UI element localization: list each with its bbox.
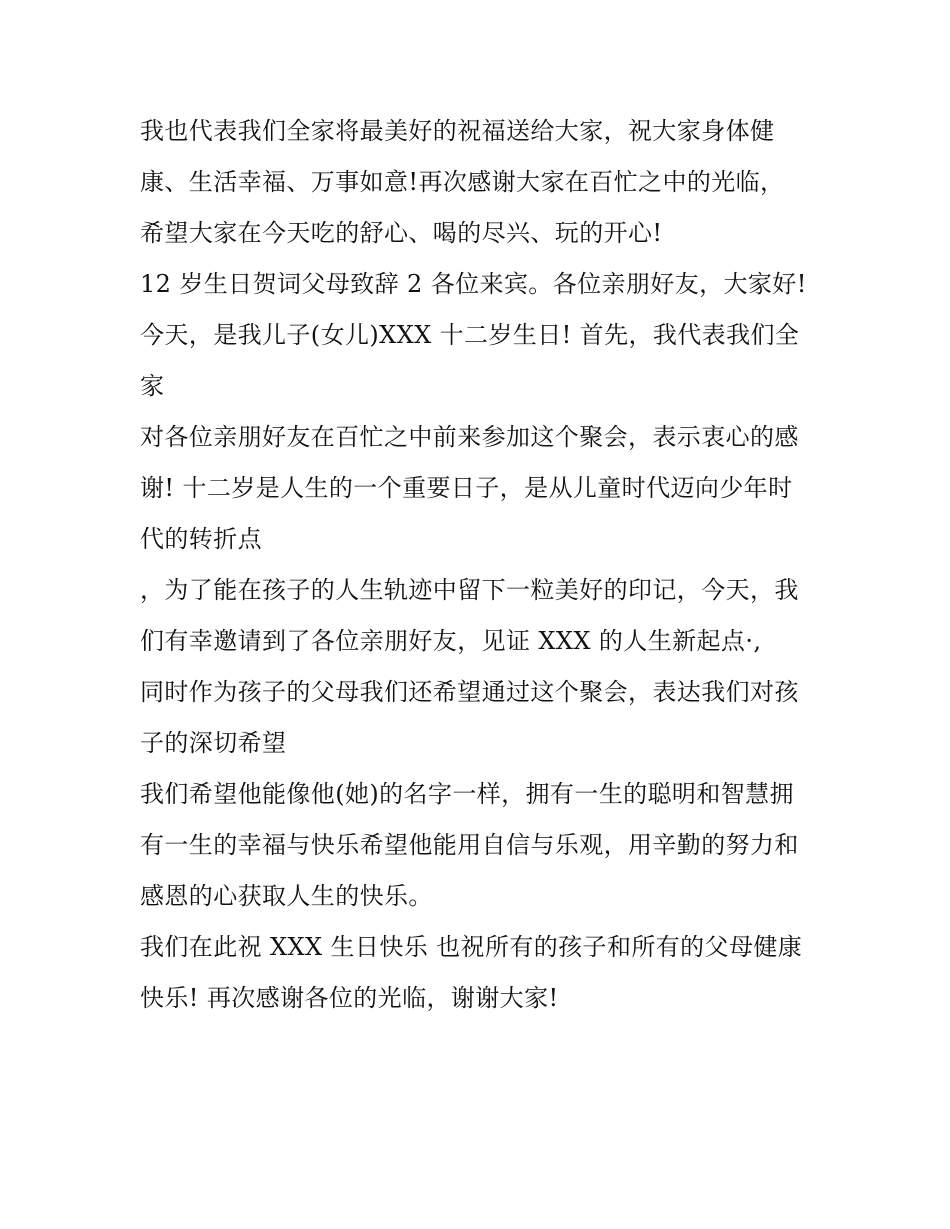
text-line: 代的转折点 <box>140 525 262 553</box>
text-line: 希望大家在今天吃的舒心、喝的尽兴、玩的开心! <box>140 219 663 247</box>
text-line: 快乐! 再次感谢各位的光临，谢谢大家! <box>140 984 559 1012</box>
text-line: 谢! 十二岁是人生的一个重要日子，是从儿童时代迈向少年时 <box>140 474 793 502</box>
document-body <box>140 106 820 1024</box>
text-line: 有一生的幸福与快乐希望他能用自信与乐观，用辛勤的努力和 <box>140 831 799 859</box>
text-line: 家 <box>140 372 165 400</box>
text-line: 我们希望他能像他(她)的名字一样，拥有一生的聪明和智慧拥 <box>140 780 794 808</box>
text-line: 感恩的心获取人生的快乐。 <box>140 882 433 910</box>
text-line: 我们在此祝 XXX 生日快乐 也祝所有的孩子和所有的父母健康 <box>140 933 803 961</box>
text-line: 同时作为孩子的父母我们还希望通过这个聚会，表达我们对孩 <box>140 678 799 706</box>
text-line: 我也代表我们全家将最美好的祝福送给大家，祝大家身体健 <box>140 117 775 145</box>
text-line: 们有幸邀请到了各位亲朋好友，见证 XXX 的人生新起点·, <box>140 627 762 655</box>
text-line: 对各位亲朋好友在百忙之中前来参加这个聚会，表示衷心的感 <box>140 423 799 451</box>
text-line: 子的深切希望 <box>140 729 287 757</box>
text-line: ，为了能在孩子的人生轨迹中留下一粒美好的印记，今天，我 <box>140 576 799 604</box>
text-line: 12 岁生日贺词父母致辞 2 各位来宾。各位亲朋好友，大家好! <box>140 270 807 298</box>
text-line: 今天，是我儿子(女儿)XXX 十二岁生日! 首先，我代表我们全 <box>140 321 800 349</box>
text-line: 康、生活幸福、万事如意!再次感谢大家在百忙之中的光临， <box>140 168 785 196</box>
